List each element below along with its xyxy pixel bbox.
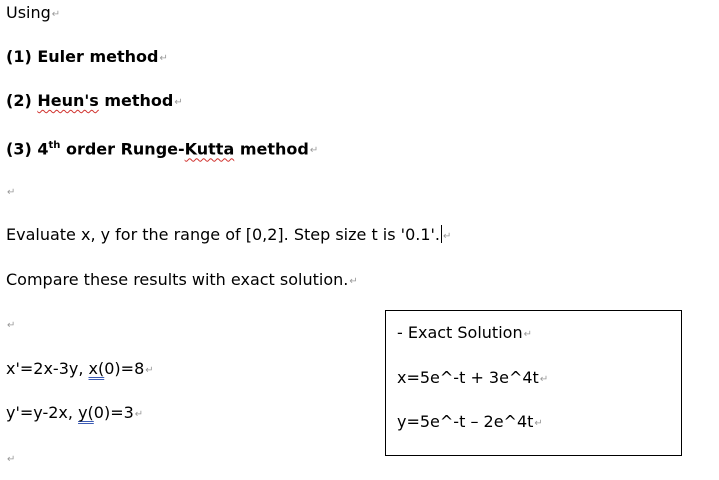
paragraph-mark: ↵ xyxy=(159,53,168,64)
exact-solution-textbox[interactable] xyxy=(385,310,682,456)
equation-x-after: 0)=8 xyxy=(104,359,145,378)
spelling-flagged-word: Kutta xyxy=(184,139,235,159)
equation-y[interactable] xyxy=(6,403,143,425)
method-name-rest: method xyxy=(234,139,309,159)
exact-solution-x[interactable] xyxy=(397,368,548,390)
method-name: Euler method xyxy=(37,47,159,66)
equation-x[interactable] xyxy=(6,359,154,381)
exact-solution-y-text: y=5e^-t – 2e^4t xyxy=(397,412,534,431)
paragraph-mark: ↵ xyxy=(51,9,61,20)
exact-solution-title-text: - Exact Solution xyxy=(397,323,523,342)
method-prefix: (2) xyxy=(6,91,38,110)
grammar-flagged-text: y( xyxy=(78,403,94,422)
grammar-flagged-text: x( xyxy=(88,359,105,378)
equation-y-before: y'=y-2x, xyxy=(6,403,79,422)
method-item-euler[interactable] xyxy=(6,47,168,69)
empty-paragraph[interactable] xyxy=(6,181,15,203)
equation-x-before: x'=2x-3y, xyxy=(6,359,89,378)
method-item-runge-kutta[interactable] xyxy=(6,136,318,161)
compare-text: Compare these results with exact solution. xyxy=(6,270,349,289)
method-item-heun[interactable] xyxy=(6,91,183,113)
exact-solution-y[interactable] xyxy=(397,412,543,434)
paragraph-mark: ↵ xyxy=(7,320,16,331)
method-name-mid: order Runge- xyxy=(60,139,185,159)
equation-y-after: 0)=3 xyxy=(93,403,134,422)
exact-solution-x-text: x=5e^-t + 3e^4t xyxy=(397,368,539,387)
paragraph-mark: ↵ xyxy=(7,454,16,465)
spelling-flagged-word: Heun's xyxy=(37,91,99,110)
empty-paragraph[interactable] xyxy=(6,448,15,470)
evaluate-text: Evaluate x, y for the range of [0,2]. Step size t is '0.1'. xyxy=(6,225,440,244)
paragraph-mark: ↵ xyxy=(539,374,549,385)
paragraph-mark: ↵ xyxy=(523,329,532,340)
paragraph-mark: ↵ xyxy=(309,145,319,157)
method-prefix: (1) xyxy=(6,47,38,66)
paragraph-mark: ↵ xyxy=(145,365,154,376)
paragraph-mark: ↵ xyxy=(134,409,144,420)
intro-text: Using xyxy=(6,3,51,22)
ordinal-superscript: th xyxy=(48,140,61,151)
text-cursor xyxy=(441,225,442,243)
method-name-rest: method xyxy=(98,91,174,110)
evaluate-line[interactable] xyxy=(6,225,451,247)
intro-line[interactable] xyxy=(6,3,60,25)
paragraph-mark: ↵ xyxy=(534,418,543,429)
method-prefix: (3) 4 xyxy=(6,139,49,159)
paragraph-mark: ↵ xyxy=(174,97,183,108)
compare-line[interactable] xyxy=(6,270,358,292)
paragraph-mark: ↵ xyxy=(349,276,358,287)
empty-paragraph[interactable] xyxy=(6,314,15,336)
paragraph-mark: ↵ xyxy=(443,231,452,242)
exact-solution-title[interactable] xyxy=(397,323,532,345)
paragraph-mark: ↵ xyxy=(7,187,16,198)
